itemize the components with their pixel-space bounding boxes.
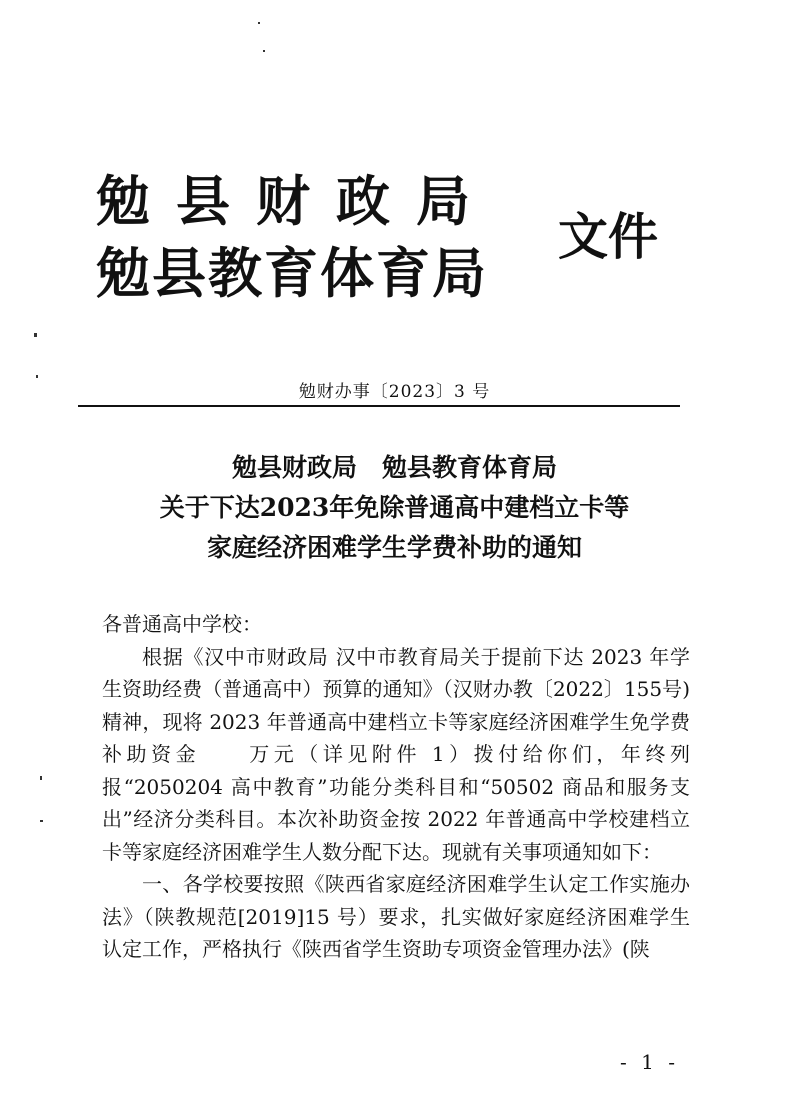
header-divider bbox=[78, 405, 680, 407]
header-document-suffix: 文件 bbox=[558, 207, 658, 266]
header-org-education: 勉县教育体育局 bbox=[96, 241, 488, 305]
scan-speck bbox=[263, 50, 265, 52]
addressee: 各普通高中学校： bbox=[102, 612, 262, 636]
scan-speck bbox=[36, 375, 38, 378]
page-number: - 1 - bbox=[620, 1050, 679, 1074]
scan-speck bbox=[40, 776, 42, 780]
document-body bbox=[102, 608, 690, 966]
document-number: 勉财办事〔2023〕3 号 bbox=[298, 382, 491, 402]
title-line-2: 关于下达2023年免除普通高中建档立卡等 bbox=[159, 493, 630, 522]
document-title bbox=[0, 448, 789, 568]
scan-speck bbox=[34, 333, 37, 337]
title-line-1: 勉县财政局 勉县教育体育局 bbox=[231, 453, 557, 482]
document-header bbox=[96, 165, 696, 315]
scan-speck bbox=[40, 820, 43, 822]
paragraph-basis: 根据《汉中市财政局 汉中市教育局关于提前下达 2023 年学生资助经费（普通高中）预算的通知》（汉财办教〔2022〕155号)精神，现将 2023 年普通高中建档立卡等家庭经济困难学生免学费补助资金 万元（详见附件 1）拨付给你们，年终列报“2050204 高中教育”功能分类科目和“50502 商品和服务支出”经济分类科目。本次补助资金按 2022 年普通高中学校建档立卡等家庭经济困难学生人数分配下达。现就有关事项通知如下： bbox=[102, 644, 690, 864]
header-org-finance: 勉县财政局 bbox=[96, 169, 496, 233]
scan-speck bbox=[258, 22, 260, 24]
paragraph-item-1: 一、各学校要按照《陕西省家庭经济困难学生认定工作实施办法》（陕教规范[2019]15 号）要求，扎实做好家庭经济困难学生认定工作，严格执行《陕西省学生资助专项资金管理办法》(陕 bbox=[102, 872, 690, 961]
title-line-3: 家庭经济困难学生学费补助的通知 bbox=[206, 533, 582, 562]
